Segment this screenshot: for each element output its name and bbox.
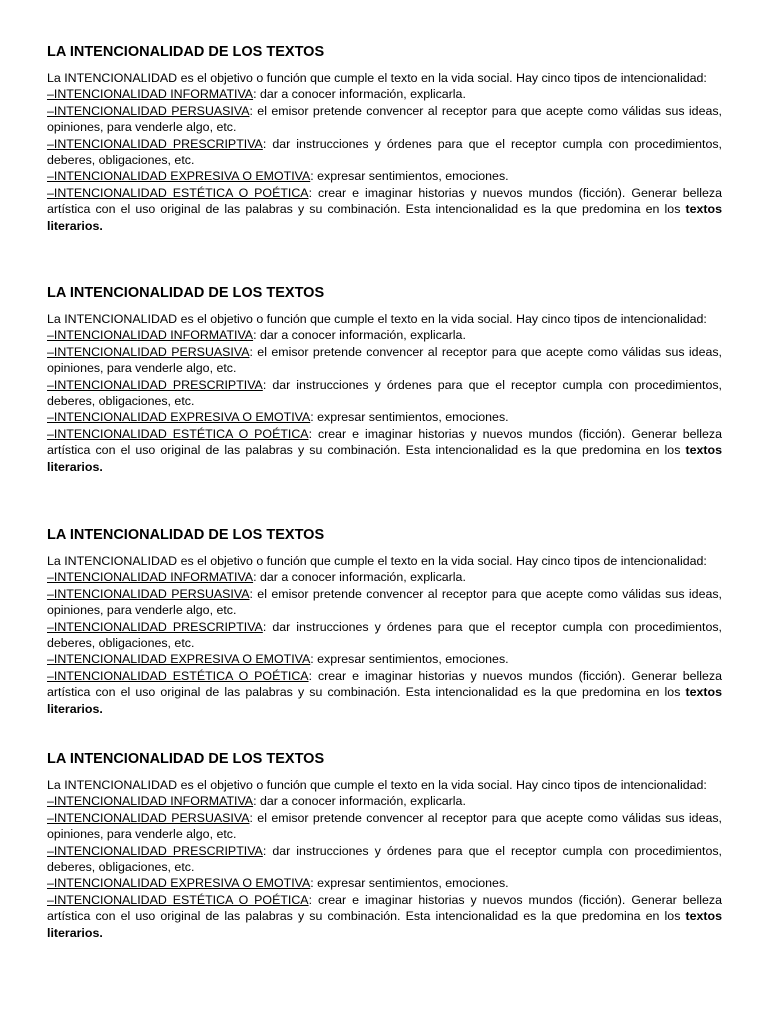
term-expresiva: –INTENCIONALIDAD EXPRESIVA O EMOTIVA — [47, 410, 311, 425]
term-estetica: –INTENCIONALIDAD ESTÉTICA O POÉTICA — [47, 892, 309, 907]
item-informativa — [47, 569, 722, 585]
desc-expresiva: : expresar sentimientos, emociones. — [310, 169, 509, 184]
desc-prescriptiva: : dar instrucciones y órdenes para que el receptor cumpla con procedimientos, deberes, obligaciones, etc. — [47, 136, 722, 168]
closing-bold-text: textos literarios. — [47, 443, 722, 474]
desc-informativa: : dar a conocer información, explicarla. — [253, 794, 466, 809]
item-prescriptiva — [47, 136, 722, 169]
item-informativa — [47, 86, 722, 102]
item-informativa — [47, 327, 722, 343]
section-1 — [47, 43, 722, 234]
item-expresiva — [47, 651, 722, 667]
term-informativa: –INTENCIONALIDAD INFORMATIVA — [47, 794, 254, 809]
desc-expresiva: : expresar sentimientos, emociones. — [310, 410, 509, 425]
desc-estetica: : crear e imaginar historias y nuevos mundos (ficción). Generar belleza artística con el uso original de las palabras y su combinación. Esta intencionalidad es la que predomina en los — [47, 426, 722, 458]
section-title: LA INTENCIONALIDAD DE LOS TEXTOS — [47, 527, 325, 543]
desc-persuasiva: : el emisor pretende convencer al receptor para que acepte como válidas sus ideas, opiniones, para venderle algo, etc. — [47, 344, 722, 376]
section-title: LA INTENCIONALIDAD DE LOS TEXTOS — [47, 751, 325, 767]
desc-prescriptiva: : dar instrucciones y órdenes para que el receptor cumpla con procedimientos, deberes, obligaciones, etc. — [47, 619, 722, 651]
desc-expresiva: : expresar sentimientos, emociones. — [310, 876, 509, 891]
desc-prescriptiva: : dar instrucciones y órdenes para que el receptor cumpla con procedimientos, deberes, obligaciones, etc. — [47, 843, 722, 875]
term-expresiva: –INTENCIONALIDAD EXPRESIVA O EMOTIVA — [47, 652, 311, 667]
item-prescriptiva — [47, 619, 722, 652]
desc-persuasiva: : el emisor pretende convencer al receptor para que acepte como válidas sus ideas, opiniones, para venderle algo, etc. — [47, 103, 722, 135]
term-estetica: –INTENCIONALIDAD ESTÉTICA O POÉTICA — [47, 185, 309, 200]
desc-persuasiva: : el emisor pretende convencer al receptor para que acepte como válidas sus ideas, opiniones, para venderle algo, etc. — [47, 810, 722, 842]
item-persuasiva — [47, 103, 722, 136]
item-estetica — [47, 668, 722, 717]
term-prescriptiva: –INTENCIONALIDAD PRESCRIPTIVA — [47, 377, 263, 392]
item-persuasiva — [47, 586, 722, 619]
desc-estetica: : crear e imaginar historias y nuevos mundos (ficción). Generar belleza artística con el uso original de las palabras y su combinación. Esta intencionalidad es la que predomina en los — [47, 185, 722, 217]
term-expresiva: –INTENCIONALIDAD EXPRESIVA O EMOTIVA — [47, 876, 311, 891]
item-expresiva — [47, 409, 722, 425]
term-informativa: –INTENCIONALIDAD INFORMATIVA — [47, 570, 254, 585]
item-estetica — [47, 426, 722, 475]
item-persuasiva — [47, 810, 722, 843]
desc-estetica: : crear e imaginar historias y nuevos mundos (ficción). Generar belleza artística con el uso original de las palabras y su combinación. Esta intencionalidad es la que predomina en los — [47, 892, 722, 924]
term-persuasiva: –INTENCIONALIDAD PERSUASIVA — [47, 810, 250, 825]
intro-paragraph: La INTENCIONALIDAD es el objetivo o función que cumple el texto en la vida social. Hay cinco tipos de intencionalidad: — [47, 71, 707, 85]
desc-expresiva: : expresar sentimientos, emociones. — [310, 652, 509, 667]
section-title: LA INTENCIONALIDAD DE LOS TEXTOS — [47, 44, 325, 60]
desc-informativa: : dar a conocer información, explicarla. — [253, 328, 466, 343]
item-prescriptiva — [47, 843, 722, 876]
term-informativa: –INTENCIONALIDAD INFORMATIVA — [47, 328, 254, 343]
term-prescriptiva: –INTENCIONALIDAD PRESCRIPTIVA — [47, 136, 263, 151]
term-prescriptiva: –INTENCIONALIDAD PRESCRIPTIVA — [47, 843, 263, 858]
term-estetica: –INTENCIONALIDAD ESTÉTICA O POÉTICA — [47, 426, 309, 441]
section-4 — [47, 750, 722, 941]
term-prescriptiva: –INTENCIONALIDAD PRESCRIPTIVA — [47, 619, 263, 634]
closing-bold-text: textos literarios. — [47, 202, 722, 233]
section-title: LA INTENCIONALIDAD DE LOS TEXTOS — [47, 285, 325, 301]
section-2 — [47, 284, 722, 475]
item-estetica — [47, 892, 722, 941]
term-persuasiva: –INTENCIONALIDAD PERSUASIVA — [47, 344, 250, 359]
intro-paragraph: La INTENCIONALIDAD es el objetivo o función que cumple el texto en la vida social. Hay cinco tipos de intencionalidad: — [47, 312, 707, 326]
desc-informativa: : dar a conocer información, explicarla. — [253, 87, 466, 102]
item-persuasiva — [47, 344, 722, 377]
desc-prescriptiva: : dar instrucciones y órdenes para que el receptor cumpla con procedimientos, deberes, obligaciones, etc. — [47, 377, 722, 409]
intro-paragraph: La INTENCIONALIDAD es el objetivo o función que cumple el texto en la vida social. Hay cinco tipos de intencionalidad: — [47, 554, 707, 568]
item-expresiva — [47, 168, 722, 184]
item-informativa — [47, 793, 722, 809]
item-estetica — [47, 185, 722, 234]
term-informativa: –INTENCIONALIDAD INFORMATIVA — [47, 87, 254, 102]
term-estetica: –INTENCIONALIDAD ESTÉTICA O POÉTICA — [47, 668, 309, 683]
section-3 — [47, 526, 722, 717]
closing-bold-text: textos literarios. — [47, 909, 722, 940]
item-prescriptiva — [47, 377, 722, 410]
term-persuasiva: –INTENCIONALIDAD PERSUASIVA — [47, 103, 250, 118]
desc-estetica: : crear e imaginar historias y nuevos mundos (ficción). Generar belleza artística con el uso original de las palabras y su combinación. Esta intencionalidad es la que predomina en los — [47, 668, 722, 700]
term-persuasiva: –INTENCIONALIDAD PERSUASIVA — [47, 586, 250, 601]
intro-paragraph: La INTENCIONALIDAD es el objetivo o función que cumple el texto en la vida social. Hay cinco tipos de intencionalidad: — [47, 778, 707, 792]
desc-persuasiva: : el emisor pretende convencer al receptor para que acepte como válidas sus ideas, opiniones, para venderle algo, etc. — [47, 586, 722, 618]
item-expresiva — [47, 875, 722, 891]
term-expresiva: –INTENCIONALIDAD EXPRESIVA O EMOTIVA — [47, 169, 311, 184]
desc-informativa: : dar a conocer información, explicarla. — [253, 570, 466, 585]
closing-bold-text: textos literarios. — [47, 685, 722, 716]
